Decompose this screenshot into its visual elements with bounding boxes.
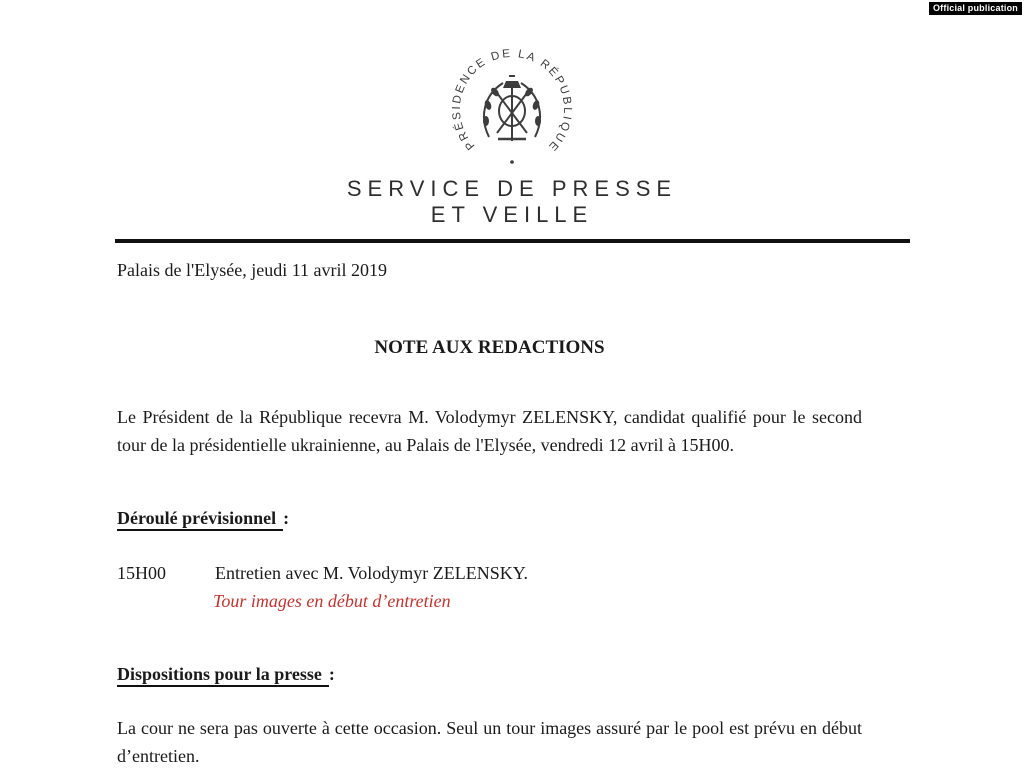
schedule-note-red: Tour images en début d’entretien [213, 591, 451, 611]
document-header [115, 0, 910, 226]
press-heading-colon: : [328, 664, 335, 684]
schedule-time: 15H00 [117, 563, 166, 583]
press-heading-label: Dispositions pour la presse [117, 664, 329, 687]
schedule-heading [117, 504, 862, 532]
press-heading [117, 660, 862, 688]
schedule-heading-colon: : [283, 508, 290, 528]
schedule-event: Entretien avec M. Volodymyr ZELENSKY. [215, 563, 528, 583]
official-publication-label: Official publication [932, 3, 1018, 13]
schedule-heading-label: Déroulé prévisionnel [117, 508, 283, 531]
schedule-row [117, 559, 862, 587]
official-publication-badge [929, 2, 1022, 15]
header-divider-rule [115, 239, 910, 243]
service-wordmark-line1: SERVICE DE PRESSE [346, 176, 678, 201]
dateline: Palais de l'Elysée, jeudi 11 avril 2019 [117, 260, 388, 280]
seal-bottom-dot [510, 160, 514, 164]
seal-emblem [483, 76, 541, 141]
seal-circular-text: PRÉSIDENCE DE LA RÉPUBLIQUE [450, 47, 574, 154]
press-paragraph: La cour ne sera pas ouverte à cette occasion. Seul un tour images assuré par le pool est prévu en début d’entretien. [117, 718, 862, 766]
intro-paragraph: Le Président de la République recevra M. Volodymyr ZELENSKY, candidat qualifié pour le second tour de la présidentielle ukrainienne, au Palais de l'Elysée, vendredi 12 avril à 15H00. [117, 407, 862, 455]
service-wordmark-line2: ET VEILLE [430, 202, 594, 227]
service-wordmark [115, 178, 910, 226]
document-title: NOTE AUX REDACTIONS [374, 337, 605, 358]
presidence-seal-icon [439, 46, 585, 172]
document-body [117, 256, 862, 770]
